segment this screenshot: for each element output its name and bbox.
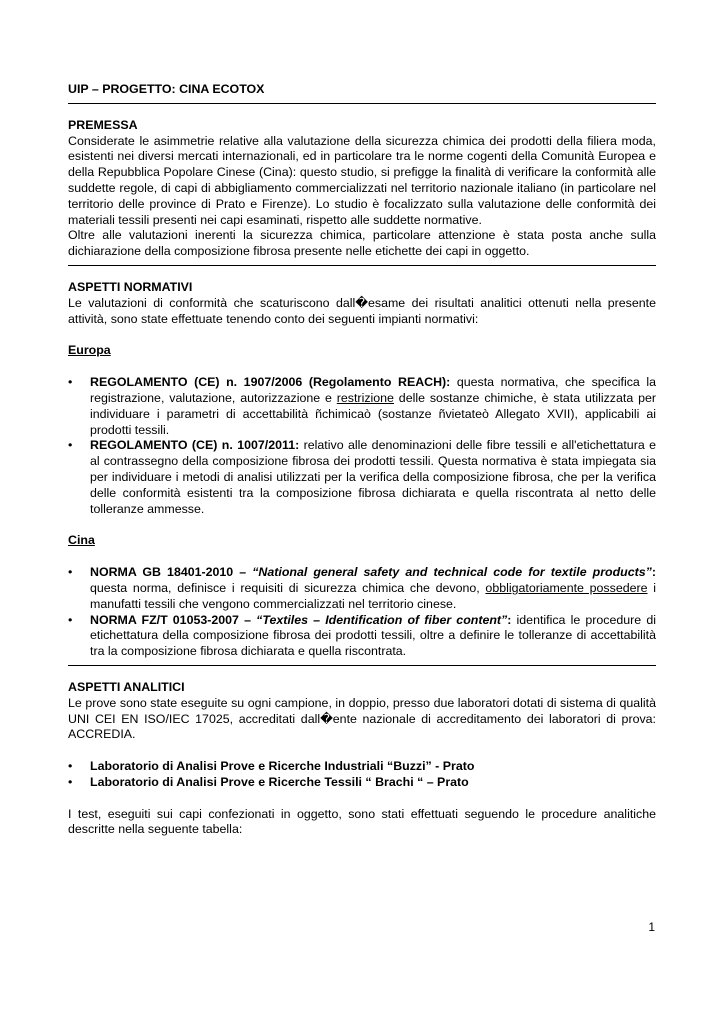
item-text: identifica le procedure di etichettatura della composizione fibrosa dei prodotti tessili, oltre a definire le tolleranze di accettabilità tra la composizione fibrosa dichiarata e quella riscontrata.	[90, 612, 656, 659]
analitici-heading: ASPETTI ANALITICI	[68, 679, 185, 694]
regulation-name: REGOLAMENTO (CE) n. 1907/2006 (Regolamento REACH):	[90, 375, 451, 390]
underlined-term: obbligatoriamente possedere	[485, 580, 648, 595]
labs-list	[68, 759, 656, 791]
bullet-icon: •	[68, 774, 73, 789]
cina-label: Cina	[68, 533, 95, 548]
premessa-paragraph-1: Considerate le asimmetrie relative alla valutazione della sicurezza chimica dei prodotti della filiera moda, esistenti nei diversi mercati internazionali, ed in particolare tra le norme cogenti della Comunità Europea e della Repubblica Popolare Cinese (Cina): questo studio, si prefigge la finalità di verificare la conformità alle suddette regole, di capi di abbigliamento commercializzati nel territorio nazionale italiano (in particolare nel territorio delle province di Prato e Firenze). Lo studio è focalizzato sulla valutazione delle conformità dei materiali tessili presenti nei capi esaminati, rispetto alle suddette normative.	[68, 133, 656, 227]
item-text: questa normativa, che specifica la registrazione, valutazione, autorizzazione e	[90, 375, 657, 405]
bullet-icon: •	[68, 565, 73, 580]
normativi-heading: ASPETTI NORMATIVI	[68, 279, 193, 294]
bullet-icon: •	[68, 438, 73, 453]
item-text: delle sostanze chimiche, è stata utilizzata per individuare i parametri di accettabilità ñchimicaò (sostanze ñvietateò Allegato XVII), applicabili ai prodotti tessili.	[90, 390, 656, 437]
europa-list	[68, 375, 656, 517]
item-text: questa norma, definisce i requisiti di sicurezza chimica che devono,	[90, 580, 486, 595]
list-item	[68, 613, 656, 660]
colon: :	[507, 612, 512, 627]
list-item	[68, 565, 656, 612]
cina-list	[68, 565, 656, 660]
list-item	[68, 375, 656, 438]
colon: :	[651, 565, 656, 580]
item-text: relativo alle denominazioni delle fibre tessili e all'etichettatura e al contrassegno della composizione fibrosa dei prodotti tessili. Questa normativa è stata impiegata sia per individuare i metodi di analisi utilizzati per la verifica della composizione fibrosa, che per la verifica delle conformità esistenti tra la composizione fibrosa dichiarata e quella riscontrata al netto delle tolleranze ammesse.	[90, 438, 657, 516]
analitici-intro: Le prove sono state eseguite su ogni campione, in doppio, presso due laboratori dotati di sistema di qualità UNI CEI EN ISO/IEC 17025, accreditati dall�ente nazionale di accreditamento dei laboratori di prova: ACCREDIA.	[68, 695, 656, 742]
list-item	[68, 438, 656, 517]
bullet-icon: •	[68, 375, 73, 390]
lab-name: Laboratorio di Analisi Prove e Ricerche Industriali “Buzzi” - Prato	[90, 759, 475, 774]
norm-name: NORMA GB 18401-2010 –	[90, 565, 253, 580]
underlined-term: restrizione	[336, 390, 394, 405]
list-item	[68, 759, 656, 775]
item-text: i manufatti tessili che vengono commercializzati nel territorio cinese.	[90, 580, 656, 611]
document-page	[68, 82, 656, 838]
regulation-name: REGOLAMENTO (CE) n. 1007/2011:	[90, 438, 300, 453]
norm-name: NORMA FZ/T 01053-2007 –	[90, 612, 257, 627]
document-title: UIP – PROGETTO: CINA ECOTOX	[68, 82, 265, 96]
lab-name: Laboratorio di Analisi Prove e Ricerche Tessili “ Brachi “ – Prato	[90, 774, 469, 789]
list-item	[68, 775, 656, 791]
analitici-outro: I test, eseguiti sui capi confezionati in oggetto, sono stati effettuati seguendo le procedure analitiche descritte nella seguente tabella:	[68, 806, 656, 837]
norm-title: “Textiles – Identification of fiber content”	[256, 612, 508, 627]
premessa-paragraph-2: Oltre alle valutazioni inerenti la sicurezza chimica, particolare attenzione è stata posta anche sulla dichiarazione della composizione fibrosa presente nelle etichette dei capi in oggetto.	[68, 228, 656, 259]
europa-label: Europa	[68, 343, 111, 358]
norm-title: “National general safety and technical code for textile products”	[252, 565, 652, 580]
bullet-icon: •	[68, 612, 73, 627]
bullet-icon: •	[68, 759, 73, 774]
premessa-heading: PREMESSA	[68, 117, 138, 132]
page-number: 1	[648, 920, 655, 934]
normativi-intro: Le valutazioni di conformità che scaturiscono dall�esame dei risultati analitici ottenuti nella presente attività, sono state effettuate tenendo conto dei seguenti impianti normativi:	[68, 295, 656, 326]
